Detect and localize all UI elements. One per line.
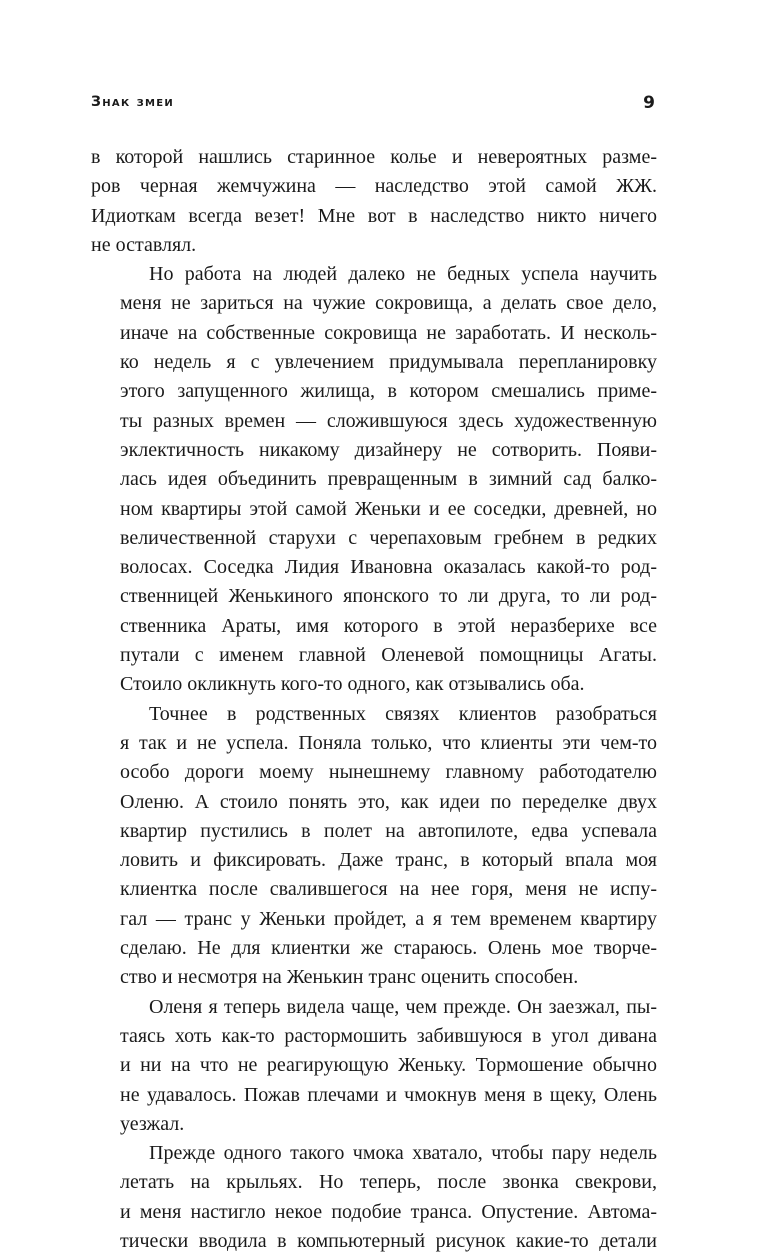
text-line: ственника Араты, имя которого в этой неразберихе все xyxy=(120,614,657,637)
text-line: тически вводила в компьютерный рисунок какие-то детали xyxy=(120,1229,657,1252)
text-line: этого запущенного жилища, в котором смешались приме- xyxy=(120,380,657,403)
paragraph xyxy=(91,143,657,260)
text-line: уезжал. xyxy=(120,1112,185,1135)
text-line: клиентка после свалившегося на нее горя, меня не испу- xyxy=(120,878,657,901)
text-line: Идиоткам всегда везет! Мне вот в наследство никто ничего xyxy=(91,204,657,227)
text-line: лась идея объединить превращенным в зимний сад балко- xyxy=(120,468,657,491)
text-line: я так и не успела. Поняла только, что клиенты эти чем-то xyxy=(120,731,657,754)
text-line: ном квартиры этой самой Женьки и ее соседки, древней, но xyxy=(120,497,657,520)
text-line: и ни на что не реагирующую Женьку. Тормошение обычно xyxy=(120,1054,657,1077)
text-line: иначе на собственные сокровища не заработать. И несколь- xyxy=(120,321,657,344)
text-line: Точнее в родственных связях клиентов разобраться xyxy=(149,702,657,725)
body-text xyxy=(91,143,657,1256)
text-line: таясь хоть как-то растормошить забившуюся в угол дивана xyxy=(120,1024,657,1047)
paragraph xyxy=(91,1139,657,1256)
text-line: ты разных времен — сложившуюся здесь художественную xyxy=(120,409,657,432)
text-line: Оленя я теперь видела чаще, чем прежде. Он заезжал, пы- xyxy=(149,995,657,1018)
running-head xyxy=(91,94,657,116)
text-line: не оставлял. xyxy=(91,233,197,256)
text-line: величественной старухи с черепаховым гребнем в редких xyxy=(120,526,657,549)
text-line: летать на крыльях. Но теперь, после звонка свекрови, xyxy=(120,1171,657,1194)
text-line: квартир пустились в полет на автопилоте, едва успевала xyxy=(120,819,657,842)
text-line: Но работа на людей далеко не бедных успела научить xyxy=(149,263,657,286)
text-line: и меня настигло некое подобие транса. Опустение. Автома- xyxy=(120,1200,657,1223)
text-line: ров черная жемчужина — наследство этой самой ЖЖ. xyxy=(91,175,657,198)
text-line: гал — транс у Женьки пройдет, а я тем временем квартиру xyxy=(120,907,657,930)
text-line: особо дороги моему нынешнему главному работодателю xyxy=(120,761,657,784)
text-line: ство и несмотря на Женькин транс оценить способен. xyxy=(120,966,579,989)
running-title: Знак змеи xyxy=(91,94,175,110)
text-line: эклектичность никакому дизайнеру не сотворить. Появи- xyxy=(120,438,657,461)
text-line: путали с именем главной Оленевой помощницы Агаты. xyxy=(120,644,657,667)
text-line: Оленю. А стоило понять это, как идеи по переделке двух xyxy=(120,790,657,813)
text-line: волосах. Соседка Лидия Ивановна оказалась какой-то род- xyxy=(120,556,657,579)
text-line: сделаю. Не для клиентки же стараюсь. Олень мое творче- xyxy=(120,937,657,960)
text-line: в которой нашлись старинное колье и невероятных разме- xyxy=(91,146,657,168)
text-line: меня не зариться на чужие сокровища, а делать свое дело, xyxy=(120,292,657,315)
text-line: ственницей Женькиного японского то ли друга, то ли род- xyxy=(120,585,657,608)
text-line: не удавалось. Пожав плечами и чмокнув меня в щеку, Олень xyxy=(120,1083,657,1106)
paragraph xyxy=(91,260,657,699)
text-line: ловить и фиксировать. Даже транс, в который впала моя xyxy=(120,849,657,872)
paragraph xyxy=(91,700,657,993)
paragraph xyxy=(91,993,657,1139)
page-number: 9 xyxy=(643,93,655,113)
text-line: ко недель я с увлечением придумывала перепланировку xyxy=(120,351,657,374)
text-line: Прежде одного такого чмока хватало, чтобы пару недель xyxy=(149,1142,657,1165)
text-line: Стоило окликнуть кого-то одного, как отзывались оба. xyxy=(120,673,585,696)
